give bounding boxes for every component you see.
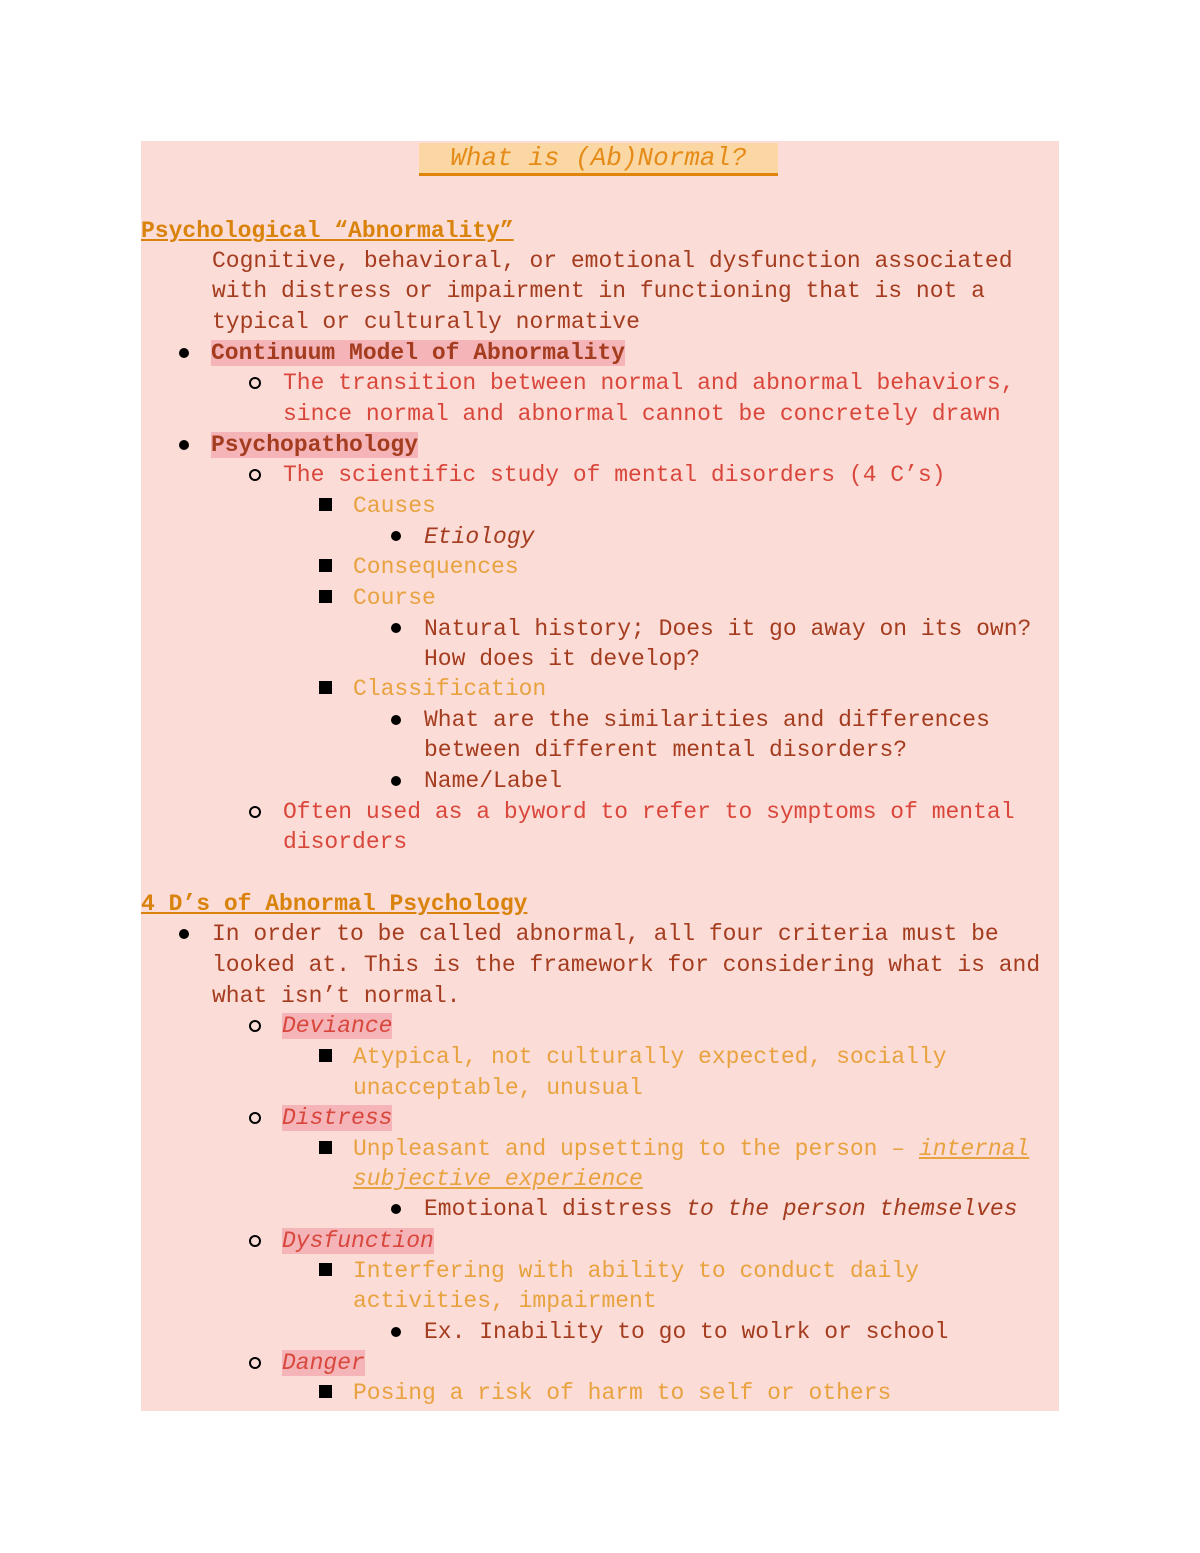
distress-description bbox=[353, 1134, 1029, 1164]
distress-sub-italic: to the person themselves bbox=[686, 1196, 1018, 1222]
four-ds-intro: In order to be called abnormal, all four criteria must be bbox=[212, 921, 999, 947]
dysfunction-sub-item: Ex. Inability to go to wolrk or school bbox=[424, 1319, 949, 1345]
circle-bullet-icon bbox=[249, 1020, 261, 1032]
distress-description-text: Unpleasant and upsetting to the person – bbox=[353, 1136, 919, 1162]
square-bullet-icon bbox=[319, 590, 332, 603]
dysfunction-description: Interfering with ability to conduct daily bbox=[353, 1258, 919, 1284]
byword-description: disorders bbox=[283, 829, 408, 855]
course-item: Course bbox=[353, 585, 436, 611]
classification-description: between different mental disorders? bbox=[424, 737, 908, 763]
square-bullet-icon bbox=[319, 1049, 332, 1062]
continuum-model-label: Continuum Model of Abnormality bbox=[211, 340, 626, 366]
course-description: Natural history; Does it go away on its own? bbox=[424, 616, 1032, 642]
page-title: What is (Ab)Normal? bbox=[419, 143, 778, 176]
circle-bullet-icon bbox=[249, 377, 261, 389]
distress-emphasis: subjective experience bbox=[353, 1166, 643, 1192]
dysfunction-label: Dysfunction bbox=[282, 1228, 434, 1254]
square-bullet-icon bbox=[319, 1263, 332, 1276]
disc-bullet-icon bbox=[391, 531, 401, 541]
section-heading-abnormality: Psychological “Abnormality” bbox=[141, 218, 514, 244]
circle-bullet-icon bbox=[249, 806, 261, 818]
psychopathology-description: The scientific study of mental disorders (4 C’s) bbox=[283, 462, 946, 488]
circle-bullet-icon bbox=[249, 469, 261, 481]
etiology-item: Etiology bbox=[424, 524, 535, 550]
causes-item: Causes bbox=[353, 493, 436, 519]
consequences-item: Consequences bbox=[353, 554, 519, 580]
deviance-description: Atypical, not culturally expected, socially bbox=[353, 1044, 947, 1070]
disc-bullet-icon bbox=[179, 929, 189, 939]
continuum-description: The transition between normal and abnormal behaviors, bbox=[283, 370, 1015, 396]
disc-bullet-icon bbox=[391, 1204, 401, 1214]
circle-bullet-icon bbox=[249, 1235, 261, 1247]
classification-item: Classification bbox=[353, 676, 547, 702]
section-heading-four-ds: 4 D’s of Abnormal Psychology bbox=[141, 891, 528, 917]
disc-bullet-icon bbox=[179, 440, 189, 450]
disc-bullet-icon bbox=[179, 348, 189, 358]
square-bullet-icon bbox=[319, 681, 332, 694]
definition-line: Cognitive, behavioral, or emotional dysfunction associated bbox=[212, 248, 1013, 274]
disc-bullet-icon bbox=[391, 623, 401, 633]
distress-label: Distress bbox=[282, 1105, 393, 1131]
deviance-description: unacceptable, unusual bbox=[353, 1075, 643, 1101]
square-bullet-icon bbox=[319, 559, 332, 572]
danger-label: Danger bbox=[282, 1350, 365, 1376]
distress-sub-item bbox=[424, 1194, 1018, 1224]
continuum-description: since normal and abnormal cannot be concretely drawn bbox=[283, 401, 1001, 427]
four-ds-intro: what isn’t normal. bbox=[212, 983, 461, 1009]
deviance-label: Deviance bbox=[282, 1013, 393, 1039]
danger-description: Posing a risk of harm to self or others bbox=[353, 1380, 892, 1406]
psychopathology-label: Psychopathology bbox=[211, 432, 419, 458]
circle-bullet-icon bbox=[249, 1112, 261, 1124]
distress-emphasis: internal bbox=[918, 1136, 1030, 1162]
distress-sub-text: Emotional distress bbox=[424, 1196, 687, 1222]
disc-bullet-icon bbox=[391, 715, 401, 725]
document-page bbox=[141, 141, 1059, 1411]
name-label-item: Name/Label bbox=[424, 768, 563, 794]
square-bullet-icon bbox=[319, 1385, 332, 1398]
four-ds-intro: looked at. This is the framework for considering what is and bbox=[212, 952, 1041, 978]
byword-description: Often used as a byword to refer to symptoms of mental bbox=[283, 799, 1015, 825]
classification-description: What are the similarities and differences bbox=[424, 707, 990, 733]
dysfunction-description: activities, impairment bbox=[353, 1288, 657, 1314]
square-bullet-icon bbox=[319, 498, 332, 511]
course-description: How does it develop? bbox=[424, 646, 701, 672]
definition-line: with distress or impairment in functioning that is not a bbox=[212, 278, 985, 304]
square-bullet-icon bbox=[319, 1141, 332, 1154]
disc-bullet-icon bbox=[391, 776, 401, 786]
circle-bullet-icon bbox=[249, 1357, 261, 1369]
definition-line: typical or culturally normative bbox=[212, 309, 640, 335]
disc-bullet-icon bbox=[391, 1327, 401, 1337]
